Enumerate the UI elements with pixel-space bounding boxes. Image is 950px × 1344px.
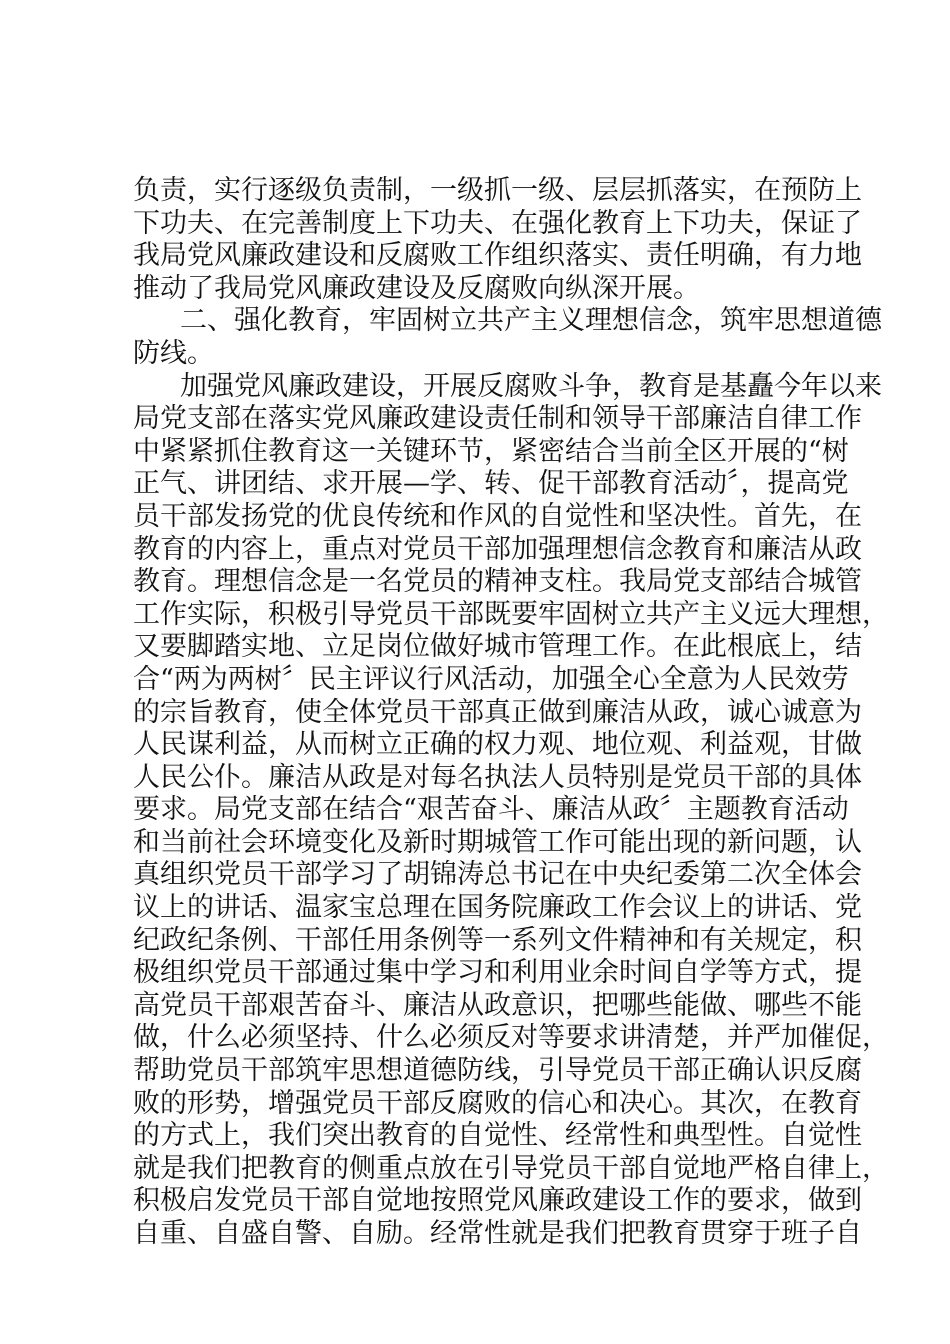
text-line (0, 729, 950, 762)
text-line-content: 二、强化教育，牢固树立共产主义理想信念，筑牢思想道德 (180, 305, 882, 337)
document-body (0, 175, 950, 1251)
text-line (0, 631, 950, 664)
text-line (0, 240, 950, 273)
text-line (0, 1153, 950, 1186)
text-line-content: 纪政纪条例、干部任用条例等一系列文件精神和有关规定，积 (133, 924, 862, 956)
text-line (0, 1218, 950, 1251)
text-line (0, 566, 950, 599)
text-line (0, 892, 950, 925)
text-line (0, 990, 950, 1023)
text-line (0, 1185, 950, 1218)
text-line-content: 教育。理想信念是一名党员的精神支柱。我局党支部结合城管 (133, 566, 862, 598)
text-line-content: 教育的内容上，重点对党员干部加强理想信念教育和廉洁从政 (133, 533, 862, 565)
text-line-content: 我局党风廉政建设和反腐败工作组织落实、责任明确，有力地 (133, 240, 862, 272)
text-line-content: 和当前社会环境变化及新时期城管工作可能出现的新问题，认 (133, 826, 862, 858)
text-line-content: 员干部发扬党的优良传统和作风的自觉性和坚决性。首先，在 (133, 500, 862, 532)
text-line-content: 帮助党员干部筑牢思想道德防线，引导党员干部正确认识反腐 (133, 1055, 862, 1087)
text-line (0, 794, 950, 827)
text-line (0, 1022, 950, 1055)
text-line-content: 人民谋利益，从而树立正确的权力观、地位观、利益观，甘做 (133, 729, 862, 761)
text-line (0, 371, 950, 404)
text-line-content: 议上的讲话、温家宝总理在国务院廉政工作会议上的讲话、党 (133, 892, 862, 924)
text-line-content: 极组织党员干部通过集中学习和利用业余时间自学等方式，提 (133, 957, 862, 989)
text-line-content: 局党支部在落实党风廉政建设责任制和领导干部廉洁自律工作 (133, 403, 862, 435)
text-line (0, 859, 950, 892)
text-line (0, 305, 950, 338)
text-line-content: 防线。 (133, 337, 214, 369)
text-line (0, 762, 950, 795)
text-line (0, 338, 950, 371)
text-line (0, 957, 950, 990)
text-line (0, 501, 950, 534)
text-line (0, 436, 950, 469)
text-line-content: 败的形势，增强党员干部反腐败的信心和决心。其次，在教育 (133, 1087, 862, 1119)
text-line-content: 的方式上，我们突出教育的自觉性、经常性和典型性。自觉性 (133, 1120, 862, 1152)
text-line-content: 做，什么必须坚持、什么必须反对等要求讲清楚，并严加催促， (133, 1022, 889, 1054)
text-line-content: 工作实际，积极引导党员干部既要牢固树立共产主义远大理想， (133, 598, 889, 630)
text-line (0, 273, 950, 306)
text-line (0, 175, 950, 208)
text-line-content: 自重、自盛自警、自励。经常性就是我们把教育贯穿于班子自 (133, 1218, 862, 1249)
text-line (0, 208, 950, 241)
text-line (0, 403, 950, 436)
text-line-content: 高党员干部艰苦奋斗、廉洁从政意识，把哪些能做、哪些不能 (133, 989, 862, 1021)
text-line-content: 中紧紧抓住教育这一关键环节，紧密结合当前全区开展的“树 (133, 435, 849, 467)
text-line-content: 真组织党员干部学习了胡锦涛总书记在中央纪委第二次全体会 (133, 859, 862, 891)
text-line (0, 1088, 950, 1121)
text-line-content: 积极启发党员干部自觉地按照党风廉政建设工作的要求，做到 (133, 1185, 862, 1217)
text-line (0, 1055, 950, 1088)
text-line (0, 925, 950, 958)
text-line-content: 人民公仆。廉洁从政是对每名执法人员特别是党员干部的具体 (133, 761, 862, 793)
text-line-content: 的宗旨教育，使全体党员干部真正做到廉洁从政，诚心诚意为 (133, 696, 862, 728)
text-line (0, 534, 950, 567)
text-line (0, 664, 950, 697)
text-line-content: 合“两为两树〞民主评议行风活动，加强全心全意为人民效劳 (133, 663, 849, 695)
text-line (0, 468, 950, 501)
text-line (0, 827, 950, 860)
text-line-content: 又要脚踏实地、立足岗位做好城市管理工作。在此根底上，结 (133, 631, 862, 663)
text-line-content: 推动了我局党风廉政建设及反腐败向纵深开展。 (133, 272, 700, 304)
text-line-content: 要求。局党支部在结合“艰苦奋斗、廉洁从政〞主题教育活动 (133, 794, 849, 826)
text-line (0, 1120, 950, 1153)
text-line-content: 下功夫、在完善制度上下功夫、在强化教育上下功夫，保证了 (133, 207, 862, 239)
text-line-content: 正气、讲团结、求开展—学、转、促干部教育活动〞，提高党 (133, 468, 849, 500)
text-line-content: 加强党风廉政建设，开展反腐败斗争，教育是基矗今年以来 (180, 370, 882, 402)
text-line-content: 就是我们把教育的侧重点放在引导党员干部自觉地严格自律上， (133, 1152, 889, 1184)
text-line (0, 599, 950, 632)
text-line-content: 负责，实行逐级负责制，一级抓一级、层层抓落实，在预防上 (133, 175, 862, 206)
text-line (0, 697, 950, 730)
